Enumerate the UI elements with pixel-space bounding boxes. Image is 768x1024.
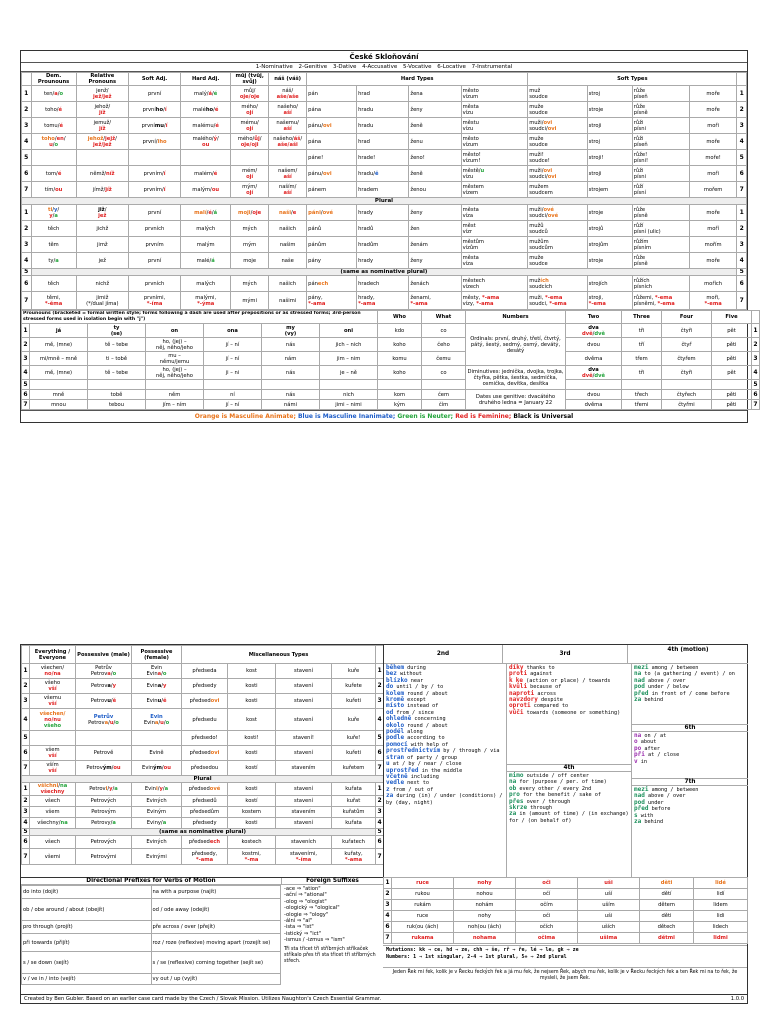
table-row: 3 mi/mně – mně ti – tobě mu – němu/jemu jí – ní nám jim – nim komu čemu dvěma třem čtyřem pěti 3 bbox=[23, 352, 758, 365]
legend-green: Green is Neuter; bbox=[397, 413, 454, 420]
table-row: 7 vším vší Petrovým/ou Eviným/ou předsedou kostí stavením kuřetem 7 bbox=[23, 762, 382, 774]
prefix-table bbox=[21, 885, 281, 985]
prefix-s: s / se down (sejít) bbox=[22, 952, 152, 974]
header-row bbox=[22, 73, 747, 86]
fourth-case-header: 4th bbox=[507, 765, 631, 772]
table-row: 3 těm jimž prvním malým mým našim pánům hradům ženám městům vízům mužům soudcům strojům růžím písním mořím 3 bbox=[22, 237, 747, 253]
prefix-vy: vy out / up (vyjít) bbox=[151, 974, 281, 985]
what-header: What bbox=[422, 311, 466, 324]
numbers-line: Numbers: 1 ⇒ 1st singular, 2-4 ⇒ 1st plural, 5+ ⇒ 2nd plural bbox=[386, 953, 567, 960]
suffix-item: -ologický ⇒ "ological" bbox=[284, 905, 340, 912]
table-row: 3 tomu/é jemuž/ jíž prvnímu/í malému/é mému/ ojí našemu/ aší pánu/ovi hradu ženě městu vízu muži/ovi soudci/ovi stroji růži písni moři 3 bbox=[22, 118, 747, 134]
two-header: Two bbox=[566, 311, 622, 324]
legend-orange: Orange is Masculine Animate; bbox=[194, 413, 296, 420]
table-row: 2 všech Petrových Eviných předsedů kostí stavení kuřat 2 bbox=[22, 796, 384, 807]
table-row: 5 předsedo! kosti! stavení! kuře! 5 bbox=[22, 731, 384, 746]
numbers-header: Numbers bbox=[466, 311, 566, 324]
three-header: Three bbox=[622, 311, 662, 324]
poss-male-header: Possessive (male) bbox=[76, 646, 132, 664]
table-row: 5 páne! hrade! ženo! město! vízum! muži! soudce! stroji! růže! písni! moře! 5 bbox=[22, 150, 747, 166]
table-row: 7 mnou tebou jím – ním jí – ní námi jimi – nimi kým čím dvěma třemi čtyřmi pěti 7 bbox=[23, 400, 758, 408]
table-row: 2 toho/é jehož/ jíž prvního/í malého/é mého/ ojí našeho/ aší pána hradu ženy města vízu muže soudce stroje růže písně moře 2 bbox=[22, 102, 747, 118]
table-row: 4 ty/a jež první malé/á moje naše pány hrady ženy města víza muže soudce stroje růže písně moře 4 bbox=[22, 253, 747, 269]
color-legend bbox=[21, 410, 747, 422]
suffix-item: -ace ⇒ "ation" bbox=[284, 886, 321, 892]
suffix-item: -olog ⇒ "ologist" bbox=[284, 898, 327, 905]
table-row: 1 já ty (se) on ona my (vy) oni kdo co Ordinals: první, druhý, třetí, čtvrtý, pátý, šestý, sedmý, osmý, devátý, desátý dva dvě/dvě tři čtyři pět 1 bbox=[22, 324, 760, 338]
hard-adj-header: Hard Adj. bbox=[181, 73, 231, 86]
fourth-motion-header: 4th (motion) bbox=[667, 647, 709, 653]
table-row: 6 mně tobě něm ní nás nich kom čem Dates use genitive: dvacátého druhého ledna = January 22 dvou třech čtyřech pěti 6 bbox=[22, 390, 760, 400]
case-legend: 1-Nominative 2-Genitive 3-Dative 4-Accusative 5-Vocative 6-Locative 7-Instrumental bbox=[21, 63, 747, 72]
table-row: 2 těch jichž prvních malých mých našich pánů hradů žen měst vízr mužů soudců strojů růží písní (ulic) moří 2 bbox=[22, 221, 747, 237]
table-row: 3 všem Petrovým Eviným předsedům kostem stavením kuřatům 3 bbox=[22, 807, 384, 818]
hard-types-header: Hard Types bbox=[307, 73, 528, 86]
table-row: 6 tom/é němž/níž prvním/í malém/é mém/ ojí našem/ aší pánu/ovi hradu/ě ženě městě/u vízu muži/ovi soudci/ovi stroji růži písni moři 6 bbox=[22, 166, 747, 182]
table-row: 6 těch nichž prvních malých mých našich pánech hradech ženách městech vízech mužích soudcích strojích růžích písních mořích 6 bbox=[22, 276, 747, 292]
everything-header: Everything / Everyone bbox=[30, 646, 76, 664]
table-row: 5 5 bbox=[23, 380, 758, 388]
prefix-na: na with a purpose (najít) bbox=[151, 886, 281, 899]
prefix-pre: pře across / over (přejít) bbox=[151, 921, 281, 934]
prepositions-section bbox=[383, 645, 748, 877]
poss-female-header: Possessive (female) bbox=[132, 646, 182, 664]
misc-table bbox=[21, 645, 384, 865]
nas-header: náš (váš) bbox=[269, 73, 307, 86]
legend-blue: Blue is Masculine Inanimate; bbox=[297, 413, 396, 420]
prefix-pri: při towards (přijít) bbox=[22, 934, 152, 952]
genitive-prepositions: během during bez without blízko near do until / by / to kolem round / about kromě except místo instead of od from / since ohledně concerning okolo round / about podél along podle according to pomocí with help of prostřednictvím by / through / via stran of party / group u at / by / near / close uprostřed in the middle včetně including vedle next to z from / out of za during (in) / under (conditions) / by (day, night) bbox=[384, 664, 507, 877]
footer bbox=[21, 994, 747, 1003]
irregular-table: 1 ruce nohy oči uši děti lidé 2 rukou nohou očí uší dětí lidí 3 rukám nohám očím uším dětem lidem 4 ruce nohy oči uši děti lidi 6 ruk(ou (ách) noh(ou (ách) očích uších dětech lidech 7 rukama nohama očima ušima dětmi lidmi bbox=[383, 877, 748, 944]
bottom-header-row bbox=[22, 646, 384, 664]
misc-header: Miscellaneous Types bbox=[182, 646, 376, 664]
pronoun-header-row bbox=[22, 311, 760, 324]
third-case-header: 3rd bbox=[503, 645, 628, 663]
same-nominative-row: 5 (same as nominative plural) 5 bbox=[23, 828, 382, 835]
suffix-item: -ační ⇒ "ational" bbox=[284, 892, 327, 899]
table-row: 4 všechny/na Petrovy/a Eviny/a předsedy kosti stavení kuřata 4 bbox=[22, 818, 384, 829]
version: 1.0.0 bbox=[730, 996, 744, 1002]
table-row: 4 všechen/ no/nu všeho Petrův Petrova/u/o Evin Evina/u/o předsedu kost stavení kuře 4 bbox=[23, 710, 382, 729]
prefix-v: v / ve in / into (vejít) bbox=[22, 974, 152, 985]
suffix-item: -ální ⇒ "al" bbox=[284, 918, 313, 925]
declension-table bbox=[21, 72, 747, 310]
declension-sheet-bottom bbox=[20, 644, 748, 1004]
suffix-item: -istický ⇒ "ict" bbox=[284, 930, 321, 937]
prefix-pro: pro through (projít) bbox=[22, 921, 152, 934]
table-row: 2 všeho vší Petrova/y Evina/y předsedy kosti stavení kuřete 2 bbox=[23, 680, 382, 692]
who-header: Who bbox=[378, 311, 422, 324]
pronoun-note: Prounouns (bracketed = formal written style; forms following a dash are used after prepositions or as stressed forms; 3rd-person stressed forms used in isolation begin with "j") bbox=[22, 311, 378, 324]
declension-sheet-top bbox=[20, 50, 758, 423]
prefix-section bbox=[21, 877, 383, 994]
table-row: 7 tím/ou jímž/jíž prvním/í malým/ou mým/ ojí naším/ aší pánem hradem ženou městem vízem mužem soudcem strojem růží písní mořem 7 bbox=[22, 182, 747, 198]
seventh-case-header: 7th bbox=[632, 779, 748, 786]
diminutives-note: Diminutives: jednička, dvojka, trojka, čtyřka, pětka, šestka, sedmička, osmička, devítka, desítka bbox=[466, 366, 566, 390]
table-row: 4 toho/en/ u/o jehož/jejž/ jež/jež první/iho malého/ý/ ou mého/ůj/ oje/oji našeho/áš/ aše/aši pána hrad ženu město vízum muže soudce stroj růži píseň moře 4 bbox=[22, 134, 747, 150]
table-row: 6 všem vší Petrově Evině předsedovi kosti stavení kuřeti 6 bbox=[23, 747, 382, 759]
dative-prepositions: díky thanks to proti against k ke (action or place) / towards kvůli because of naproti across navzdory despite oproti compared to vůči towards (someone or something) bbox=[507, 664, 631, 765]
prefix-s-reflexive: s / se (reflexive) coming together (sejít se) bbox=[151, 952, 281, 974]
table-row: 7 všemi Petrovými Evinými předsedy, *-ama kostmi, *-ma staveními, *-íma kuřaty, *-ama 7 bbox=[23, 850, 382, 863]
prefix-roz: roz / roze (reflexive) moving apart (rozejít se) bbox=[151, 934, 281, 952]
prefix-title: Directional Prefixes for Verbs of Motion bbox=[21, 878, 282, 884]
locative-prepositions: na on / at o about po after při at / close v in bbox=[632, 732, 748, 779]
mutations-line: Mutations: kk ⇒ ce, hd ⇒ ze, chh ⇒ še, rř ⇒ ře, lé ⇒ le, gk ⇒ ze bbox=[386, 947, 579, 953]
pronoun-table bbox=[21, 310, 760, 410]
five-header: Five bbox=[712, 311, 752, 324]
instrumental-prepositions: mezi among / between nad above / over pod under před before s with za behind bbox=[634, 786, 699, 826]
legend-black: Black is Universal bbox=[513, 413, 574, 420]
motion-prepositions: mezi among / between na to (a gathering / event) / on nad above / over pod under / below před in front of / come before za behind bbox=[632, 664, 748, 725]
suffix-list bbox=[281, 885, 383, 985]
second-case-header: 2nd bbox=[384, 645, 503, 663]
table-row: 1 všechen/ no/na Petrův Petrova/o Evin Evina/o předseda kost stavení kuře 1 bbox=[23, 665, 382, 677]
table-row: 3 všemu vší Petrovu/ě Evinu/ě předsedovi kosti stavení kuřeti 3 bbox=[23, 695, 382, 707]
sheet-title: České Skloňování bbox=[21, 51, 747, 63]
suffix-item: -ismus / -izmus ⇒ "ism" bbox=[284, 937, 345, 944]
sixth-case-header: 6th bbox=[632, 725, 748, 732]
table-row: 6 všech Petrových Eviných předsedech kostech staveních kuřatech 6 bbox=[22, 836, 384, 849]
same-nominative-row: 5 (same as nominative plural) 5 bbox=[22, 269, 747, 276]
table-row: 4 mě, (mne) tě – tebe ho, (jej) – něj, něho/jeho ji – ni nás je – ně koho co Diminutives: jednička, dvojka, trojka, čtyřka, pětka, šestka, sedmička, osmička, devítka, desítka dva dvě/dvě tři čtyři pět 4 bbox=[22, 366, 760, 380]
ordinals-note: Ordinals: první, druhý, třetí, čtvrtý, pátý, šestý, sedmý, osmý, devátý, desátý bbox=[466, 324, 566, 366]
suffix-item: -ista ⇒ "ist" bbox=[284, 924, 314, 931]
plural-band: Plural bbox=[22, 776, 384, 783]
prefix-od: od / ode away (odejít) bbox=[151, 899, 281, 921]
credit: Created by Ben Gubler. Based on an earlier case card made by the Czech / Slovak Mission. Utilizes Naughton's Czech Essential Grammar. bbox=[24, 996, 382, 1002]
accusative-prepositions: mimo outside / off center na for (purpose / per. of time) ob every other / every 2nd pro for the benefit / sake of přes over / through skrze through za in (amount of time) / (in exchange) for / (on behalf of) bbox=[509, 772, 629, 824]
dem-header: Dem. Prounouns bbox=[31, 73, 76, 86]
prefix-ob: ob / obe around / about (obejít) bbox=[22, 899, 152, 921]
muj-header: můj (tvůj, svůj) bbox=[231, 73, 269, 86]
table-row: 2 mě, (mne) tě – tebe ho, (jej) – něj, něho/jeho jí – ní nás jich – nich koho čeho dvou tří čtyř pěti 2 bbox=[23, 338, 758, 351]
legend-red: Red is Feminine; bbox=[455, 413, 512, 420]
mutations-note bbox=[383, 945, 747, 967]
soft-types-header: Soft Types bbox=[528, 73, 737, 86]
rel-header: Relative Pronouns bbox=[76, 73, 128, 86]
four-header: Four bbox=[662, 311, 712, 324]
dates-note: Dates use genitive: dvacátého druhého ledna = January 22 bbox=[466, 390, 566, 410]
table-row: 1 ti/y/ y/a již/ jež první malí/é/á moji/oje naši/e páni/ové hrady ženy města víza muži/ové soudci/ové stroje růže písně moře 1 bbox=[22, 205, 747, 221]
proverb: Jeden Řek mi řek, kolik je v Řecku řeckých řek a já mu řek, že nejsem Řek, abych mu řek, kolik je v Řecku řeckých řek a ten Řek mi na to řek, že mysleli, že jsem Řek. bbox=[383, 967, 747, 993]
soft-adj-header: Soft Adj. bbox=[128, 73, 180, 86]
prefix-do: do into (dojít) bbox=[22, 886, 152, 899]
table-row: 7 těmi, *-ěma jimiž (*/dual jíma) prvními, *-íma malými, *-ýma mými našimi pány, *-ama hrady, *-ama ženami, *-ama městy, *-ama vízy, *-ama muži, *-ema soudci, *-ema stroji, *-ema růžemi, *-ema písněmi, *-ema moři, *-ema 7 bbox=[22, 292, 747, 310]
table-row: 1 všichni/na všechny Petrovi/y/a Evini/y/a předsedové kosti stavení kuřata 1 bbox=[23, 783, 382, 795]
tongue-twister: Tři sta třicet tři stříbrných stříkaček stříkalo přes tři sta třicet tři stříbrných střech. bbox=[284, 946, 376, 965]
table-row: 1 ten/a/o jenž/ jež/jež první malý/á/é můj/ oje/oje náš/ aše/aše pán hrad žena město vízum muž soudce stroj růže píseň moře 1 bbox=[22, 86, 747, 102]
suffix-item: -ologie ⇒ "ology" bbox=[284, 911, 329, 918]
plural-band: Plural bbox=[22, 198, 747, 205]
suffix-title: Foreign Suffixes bbox=[306, 878, 359, 884]
